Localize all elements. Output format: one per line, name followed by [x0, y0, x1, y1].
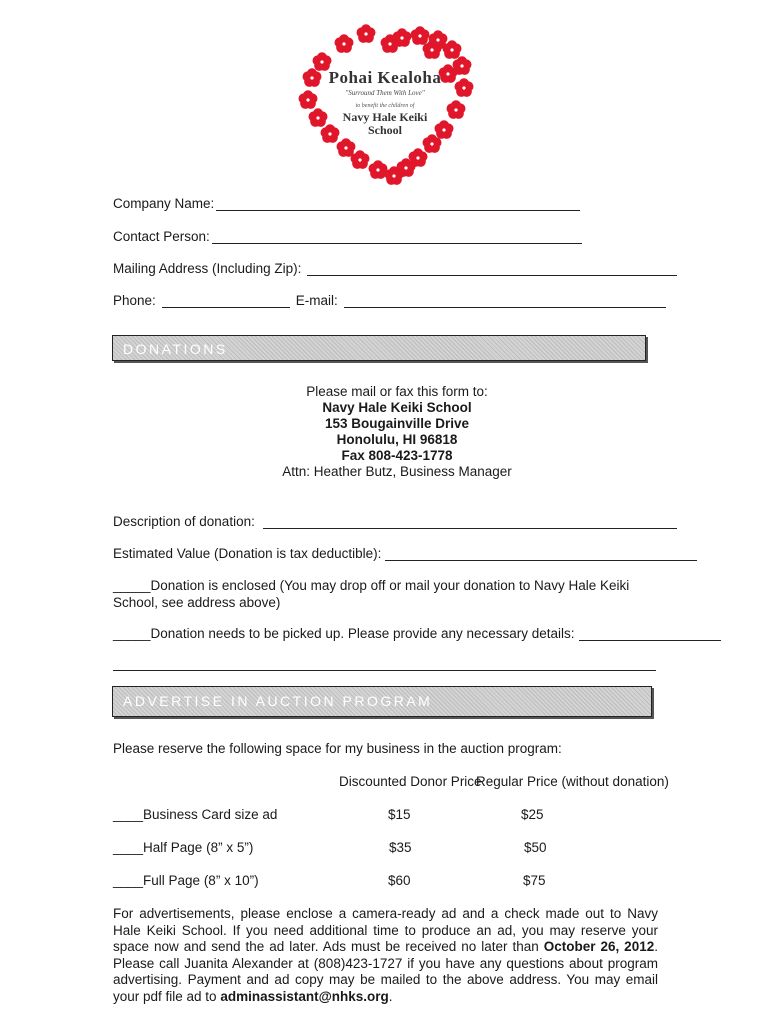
ad-option-full-page[interactable]: ____Full Page (8” x 10”) [113, 873, 259, 888]
note-text-1: For advertisements, please enclose a camera-ready ad and a check made out to Navy Hale Keiki School. If you need additional time to produce an ad, you may reserve your space now and send the ad later. Ads must be received no later than [113, 906, 658, 954]
ad-option-business-card[interactable]: ____Business Card size ad [113, 807, 278, 822]
regular-price: $25 [521, 807, 544, 822]
logo-tagline: "Surround Them With Love" [345, 89, 425, 97]
hibiscus-flower-icon [369, 160, 388, 179]
mailing-address-field[interactable] [307, 263, 677, 276]
donation-enclosed-text: _____Donation is enclosed (You may drop off or mail your donation to Navy Hale Keiki School, see address above) [113, 578, 630, 610]
company-name-field[interactable] [216, 198, 580, 211]
note-deadline: October 26, 2012 [543, 939, 655, 954]
hibiscus-flower-icon [411, 26, 430, 45]
contact-person-field[interactable] [212, 231, 582, 244]
logo-text [290, 68, 480, 138]
mailing-address-block [12, 384, 770, 480]
mail-intro: Please mail or fax this form to: [306, 384, 488, 399]
description-label: Description of donation: [113, 514, 255, 529]
org-name: Navy Hale Keiki School [322, 400, 472, 415]
advertise-intro: Please reserve the following space for my business in the auction program: [113, 741, 562, 756]
contact-person-row [113, 229, 582, 244]
logo-school-line1: Navy Hale Keiki [342, 110, 428, 124]
discount-price: $60 [388, 873, 411, 888]
discount-price: $35 [389, 840, 412, 855]
org-fax: Fax 808-423-1778 [341, 448, 453, 463]
org-street: 153 Bougainville Drive [324, 416, 470, 431]
pickup-row [113, 626, 721, 641]
mailing-address-row [113, 261, 677, 276]
ad-option-half-page[interactable]: ____Half Page (8” x 5”) [113, 840, 254, 855]
hibiscus-flower-icon [393, 28, 412, 47]
org-city: Honolulu, HI 96818 [336, 432, 458, 447]
phone-field[interactable] [162, 295, 290, 308]
col-discount-header: Discounted Donor Price [339, 774, 482, 789]
logo-benefit: to benefit the children of [355, 103, 415, 109]
description-row [113, 514, 677, 529]
phone-label: Phone: [113, 293, 156, 308]
advertise-note [113, 906, 658, 1005]
pickup-details-field[interactable] [579, 628, 721, 641]
org-attn: Attn: Heather Butz, Business Manager [282, 464, 512, 479]
contact-person-label: Contact Person: [113, 229, 210, 244]
note-end: . [388, 988, 393, 1004]
pickup-text: _____Donation needs to be picked up. Please provide any necessary details: [113, 626, 575, 641]
estimated-value-row [113, 546, 697, 561]
logo-title: Pohai Kealoha [328, 68, 442, 87]
estimated-value-field[interactable] [385, 548, 697, 561]
estimated-value-label: Estimated Value (Donation is tax deductible): [113, 546, 382, 561]
note-email-link[interactable]: adminassistant@nhks.org [220, 988, 389, 1004]
donations-header: DONATIONS [112, 335, 646, 361]
description-field[interactable] [263, 516, 677, 529]
hibiscus-flower-icon [357, 24, 376, 43]
phone-email-row [113, 293, 666, 308]
company-name-row [113, 196, 580, 211]
mailing-address-label: Mailing Address (Including Zip): [113, 261, 302, 276]
hibiscus-flower-icon [335, 34, 354, 53]
email-field[interactable] [344, 295, 666, 308]
pohai-kealoha-logo [290, 14, 480, 186]
logo-school-line2: School [367, 123, 402, 137]
email-label: E-mail: [295, 293, 338, 308]
discount-price: $15 [388, 807, 411, 822]
advertise-header: ADVERTISE IN AUCTION PROGRAM [112, 686, 652, 717]
note-text-2: . Please call Juanita Alexander at (808)423-1727 if you have any questions about program advertising. Payment and ad copy may be mailed to the above address. You may email your pdf file ad to [113, 939, 658, 1004]
regular-price: $75 [523, 873, 546, 888]
company-name-label: Company Name: [113, 196, 215, 211]
regular-price: $50 [524, 840, 547, 855]
hibiscus-flower-icon [337, 138, 356, 157]
col-regular-header: Regular Price (without donation) [476, 774, 669, 789]
pickup-details-line[interactable] [113, 670, 656, 671]
